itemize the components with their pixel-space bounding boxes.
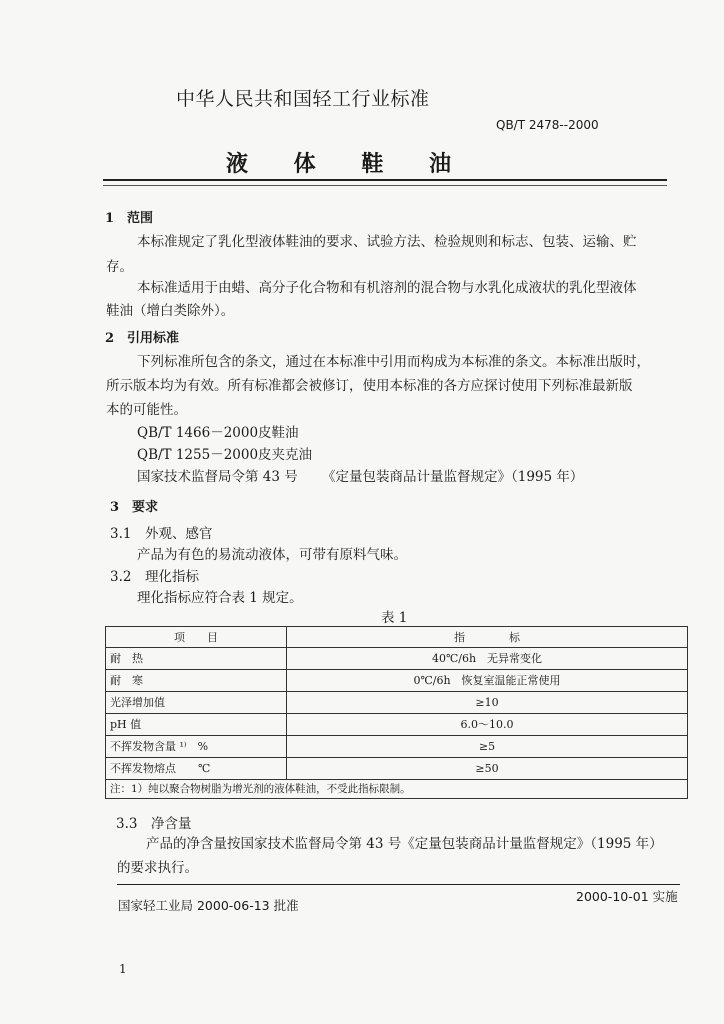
table-row — [106, 648, 688, 670]
section-2-paragraph-line-2: 所示版本均为有效。所有标准都会被修订，使用本标准的各方应探讨使用下列标准最新版 — [106, 378, 633, 394]
reference-2-code: QB/T 1255－2000 — [137, 447, 259, 463]
table-caption: 表 1 — [381, 610, 408, 626]
section-1-paragraph-2-line-1: 本标准适用于由蜡、高分子化合物和有机溶剂的混合物与水乳化成液状的乳化型液体 — [137, 280, 637, 296]
table-note: 注：1）纯以聚合物树脂为增光剂的液体鞋油，不受此指标限制。 — [106, 780, 688, 799]
section-2-paragraph-line-3: 本的可能性。 — [106, 402, 187, 418]
section-3-heading: 3 要求 — [110, 500, 159, 515]
table-cell-value: ≥10 — [287, 692, 688, 714]
reference-3-code: 国家技术监督局令第 43 号 — [137, 469, 298, 485]
section-2-heading: 2 引用标准 — [105, 331, 180, 346]
section-3-3-text-line-1: 产品的净含量按国家技术监督局令第 43 号《定量包装商品计量监督规定》（1995 年） — [146, 836, 663, 852]
header-rule-thin — [103, 185, 667, 186]
header-rule — [103, 179, 667, 181]
requirements-table — [105, 626, 688, 799]
section-1-paragraph-1-line-2: 存。 — [106, 259, 133, 275]
reference-2-title: 皮夹克油 — [258, 447, 312, 463]
table-cell-item: 耐 热 — [106, 648, 287, 670]
approval-line: 国家轻工业局 2000-06-13 批准 — [118, 898, 299, 913]
table-cell-item: pH 值 — [106, 714, 287, 736]
section-3-1-text: 产品为有色的易流动液体，可带有原料气味。 — [137, 547, 407, 563]
table-cell-item: 光泽增加值 — [106, 692, 287, 714]
table-row — [106, 692, 688, 714]
table-cell-value: 40℃/6h 无异常变化 — [287, 648, 688, 670]
table-cell-item: 不挥发物熔点 ℃ — [106, 758, 287, 780]
table-header-row — [106, 627, 688, 648]
table-note-row — [106, 780, 688, 799]
document-title: 液 体 鞋 油 — [226, 151, 470, 177]
effective-date: 2000-10-01 实施 — [576, 889, 678, 904]
section-3-3-text-line-2: 的要求执行。 — [117, 860, 198, 876]
table-cell-value: 0℃/6h 恢复室温能正常使用 — [287, 670, 688, 692]
section-3-3-heading: 3.3 净含量 — [116, 816, 192, 832]
page-number: 1 — [119, 962, 127, 976]
table-cell-value: ≥5 — [287, 736, 688, 758]
standard-body-heading: 中华人民共和国轻工行业标准 — [176, 88, 430, 110]
section-1-paragraph-2-line-2: 鞋油（增白类除外）。 — [106, 303, 235, 319]
section-2-paragraph-line-1: 下列标准所包含的条文，通过在本标准中引用而构成为本标准的条文。本标准出版时， — [137, 354, 650, 370]
section-3-1-heading: 3.1 外观、感官 — [110, 526, 213, 542]
table-header-index: 指 标 — [287, 627, 688, 648]
table-row — [106, 736, 688, 758]
table-header-item: 项 目 — [106, 627, 287, 648]
section-1-heading: 1 范围 — [105, 211, 154, 226]
reference-3-title: 《定量包装商品计量监督规定》（1995 年） — [322, 469, 584, 485]
table-cell-value: ≥50 — [287, 758, 688, 780]
standard-code: QB/T 2478--2000 — [496, 118, 599, 132]
reference-1-title: 皮鞋油 — [258, 425, 299, 441]
reference-1-code: QB/T 1466－2000 — [137, 425, 259, 441]
table-cell-item: 不挥发物含量 ¹⁾ % — [106, 736, 287, 758]
section-1-paragraph-1-line-1: 本标准规定了乳化型液体鞋油的要求、试验方法、检验规则和标志、包装、运输、贮 — [137, 234, 637, 250]
footer-rule — [117, 884, 680, 885]
table-row — [106, 670, 688, 692]
section-3-2-text: 理化指标应符合表 1 规定。 — [137, 590, 303, 606]
table-row — [106, 714, 688, 736]
section-3-2-heading: 3.2 理化指标 — [110, 569, 199, 585]
table-cell-item: 耐 寒 — [106, 670, 287, 692]
table-cell-value: 6.0～10.0 — [287, 714, 688, 736]
table-row — [106, 758, 688, 780]
